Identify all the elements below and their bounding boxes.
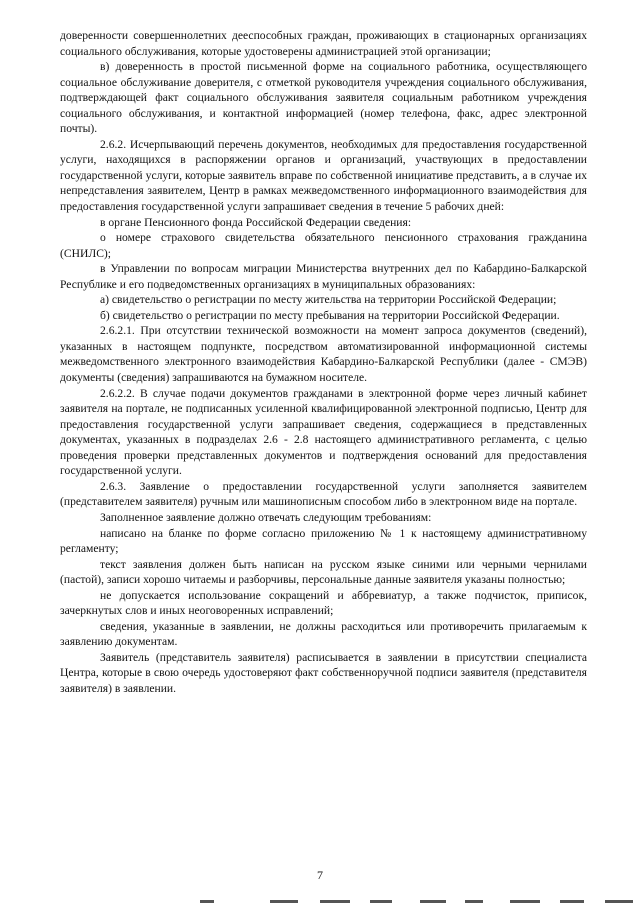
paragraph-11: 2.6.3. Заявление о предоставлении государственной услуги заполняется заявителем (представителем заявителя) ручным или машинописным способом либо в электронном виде на портале. [60, 479, 587, 509]
paragraph-15: не допускается использование сокращений и аббревиатур, а также подчисток, приписок, зачеркнутых слов и иных неоговоренных исправлений; [60, 588, 587, 618]
paragraph-13: написано на бланке по форме согласно приложению № 1 к настоящему административному регламенту; [60, 526, 587, 556]
paragraph-2: в) доверенность в простой письменной форме на социального работника, осуществляющего социальное обслуживание доверителя, с отметкой руководителя учреждения социального обслуживания, подтверждающей факт социального обслуживания заявителя социальным работником учреждения социального обслуживания, и контактной информацией (номер телефона, факс, адрес электронной почты). [60, 60, 587, 136]
paragraph-9: 2.6.2.1. При отсутствии технической возможности на момент запроса документов (сведений), указанных в настоящем подпункте, посредством автоматизированной информационной системы межведомственного электронного взаимодействия Кабардино-Балкарской Республики (далее - СМЭВ) документы (сведения) запрашиваются на бумажном носителе. [60, 324, 587, 385]
paragraph-16: сведения, указанные в заявлении, не должны расходиться или противоречить прилагаемым к заявлению документам. [60, 619, 587, 649]
paragraph-10: 2.6.2.2. В случае подачи документов гражданами в электронной форме через личный кабинет заявителя на портале, не подписанных усиленной квалифицированной электронной подписью, Центр для предоставления государственной услуги запрашивает сведения, содержащиеся в представленных документах, указанных в подразделах 2.6 - 2.8 настоящего административного регламента, с целью проведения проверки представленных документов и подтверждения оснований для предоставления государственной услуги. [60, 386, 587, 478]
paragraph-4: в органе Пенсионного фонда Российской Федерации сведения: [100, 215, 412, 229]
paragraph-7: а) свидетельство о регистрации по месту жительства на территории Российской Федерации; [100, 293, 557, 307]
paragraph-3: 2.6.2. Исчерпывающий перечень документов, необходимых для предоставления государственной услуги, находящихся в распоряжении органов и организаций, участвующих в предоставлении государственной услуги, которые заявитель вправе по собственной инициативе представить, а в случае их непредставления заявителем, Центр в рамках межведомственного информационного взаимодействия для предоставления государственной услуги запрашивает сведения в течение 5 рабочих дней: [60, 137, 587, 214]
paragraph-5: о номере страхового свидетельства обязательного пенсионного страхования гражданина (СНИЛС); [60, 231, 587, 260]
paragraph-12: Заполненное заявление должно отвечать следующим требованиям: [100, 510, 432, 524]
paragraph-14: текст заявления должен быть написан на русском языке синими или черными чернилами (пастой), записи хорошо читаемы и разборчивы, персональные данные заявителя указаны полностью; [60, 557, 587, 587]
scan-edge-marks [120, 895, 640, 905]
paragraph-6: в Управлении по вопросам миграции Министерства внутренних дел по Кабардино-Балкарской Республике и его подведомственных организациях в муниципальных образованиях: [60, 262, 587, 291]
document-body [60, 28, 587, 697]
paragraph-8: б) свидетельство о регистрации по месту пребывания на территории Российской Федерации. [100, 308, 560, 322]
page-number: 7 [317, 868, 323, 882]
paragraph-17: Заявитель (представитель заявителя) расписывается в заявлении в присутствии специалиста Центра, которые в свою очередь удостоверяют факт собственноручной подписи заявителя (представителя заявителя) в заявлении. [60, 650, 587, 695]
paragraph-1: доверенности совершеннолетних дееспособных граждан, проживающих в стационарных организациях социального обслуживания, которые удостоверены администрацией этой организации; [60, 29, 587, 58]
